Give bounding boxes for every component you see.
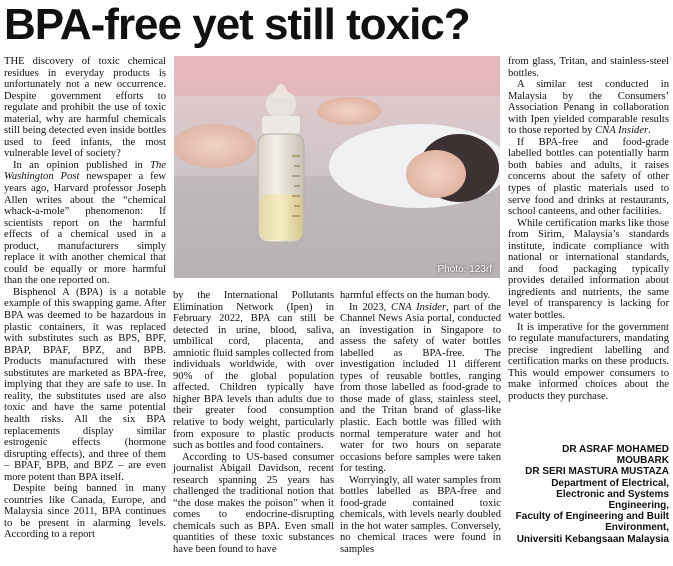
article-column-4 [508, 56, 669, 442]
author-name: DR SERI MASTURA MUSTAZA [525, 466, 669, 478]
paragraph: Despite being banned in many countries like Canada, Europe, and Malaysia since 2011, BPA continues to be present in alarming levels. According to a report [4, 483, 166, 541]
paragraph: In 2023, CNA Insider, part of the Channel News Asia portal, conducted an investigation in Singapore to assess the safety of water bottles labelled as BPA-free. The investigation included 11 different types of reusable bottles, ranging from those labelled as food-grade to those made of glass, stainless steel, and the Tritan brand of glass-like plastic. Each bottle was filled with normal temperature water and hot water for two hours on separate occasions before samples were taken for testing. [340, 301, 501, 475]
paragraph: It is imperative for the government to regulate manufacturers, mandating precise ingredient labelling and certification marks on these products. This would empower consumers to make informed choices about the products they purchase. [508, 321, 669, 402]
paragraph: Bisphenol A (BPA) is a notable example of this swapping game. After BPA was deemed to be hazardous in plastic containers, it was replaced with substitutes such as BPS, BPF, BPAP, BPAF, BPZ, and BPB. Products manufactured with these substitutes are marketed as BPA-free, implying that they are safe to use. In reality, the substitutes used are also toxic and have the same potential health risks. All the six BPA replacements display similar estrogenic effects (hormone disrupting effects), and three of them – BPAF, BPB, and BPZ – are even more potent than BPA itself. [4, 286, 166, 483]
article-column-2 [173, 290, 334, 562]
paragraph: While certification marks like those from Sirim, Malaysia’s standards institute, indicate compliance with national or international standards, and food packaging typically provides detailed information about ingredients and nutrients, the same level of transparency is lacking for water bottles. [508, 217, 669, 322]
author-name: DR ASRAF MOHAMED MOUBARK [562, 444, 669, 467]
article-column-1 [4, 56, 166, 562]
baby-bottle-photo [174, 56, 500, 278]
article-column-3 [340, 290, 501, 562]
paragraph: harmful effects on the human body. [340, 290, 491, 301]
headline: BPA-free yet still toxic? [4, 0, 470, 49]
article-photo [174, 56, 500, 278]
paragraph: from glass, Tritan, and stainless-steel bottles. [508, 56, 669, 79]
author-department: Department of Electrical, Electronic and Systems Engineering, [551, 477, 669, 512]
author-faculty: Faculty of Engineering and Built Environment, [515, 511, 669, 534]
author-byline [508, 444, 669, 545]
paragraph: If BPA-free and food-grade labelled bottles can potentially harm both babies and adults, it raises concerns about the safety of other types of plastic materials used to serve food and drinks at restaurants, school canteens, and other facilities. [508, 136, 669, 218]
photo-credit: Photo: 123rf [437, 264, 492, 275]
paragraph: According to US-based consumer journalist Abigail Davidson, recent research spanning 25 years has challenged the traditional notion that “the dose makes the poison” when it comes to endocrine-disrupting chemicals such as BPA. Even small quantities of these toxic substances have been found to have [173, 451, 334, 556]
author-university: Universiti Kebangsaan Malaysia [516, 533, 669, 545]
paragraph: In an opinion published in The Washington Post newspaper a few years ago, Harvard professor Joseph Allen writes about the “chemical whack-a-mole” phenomenon: If scientists report on the harmful effects of a chemical used in a product, manufacturers simply replace it with another chemical that could be equally or more harmful than the one reported on. [4, 159, 167, 287]
paragraph: THE discovery of toxic chemical residues in everyday products is unfortunately not a new occurrence. Despite government efforts to regulate and prohibit the use of toxic material, why are harmful chemicals still being detected even inside bottles used to feed infants, the most vulnerable level of society? [4, 56, 166, 160]
paragraph: by the International Pollutants Elimination Network (Ipen) in February 2022, BPA can still be detected in urine, blood, saliva, umbilical cord, placenta, and amniotic fluid samples collected from individuals worldwide, with over 90% of the global population affected. Children typically have higher BPA levels than adults due to their greater food consumption relative to body weight, particularly from exposure to plastic products such as bottles and food containers. [173, 290, 334, 452]
paragraph: Worryingly, all water samples from bottles labelled as BPA-free and food-grade contained toxic chemicals, with levels nearly doubled in the hot water samples. Conversely, no chemical traces were found in samples [340, 474, 501, 556]
paragraph: A similar test conducted in Malaysia by the Consumers’ Association Penang in collaboration with Ipen yielded comparable results to those reported by CNA Insider. [508, 79, 669, 137]
